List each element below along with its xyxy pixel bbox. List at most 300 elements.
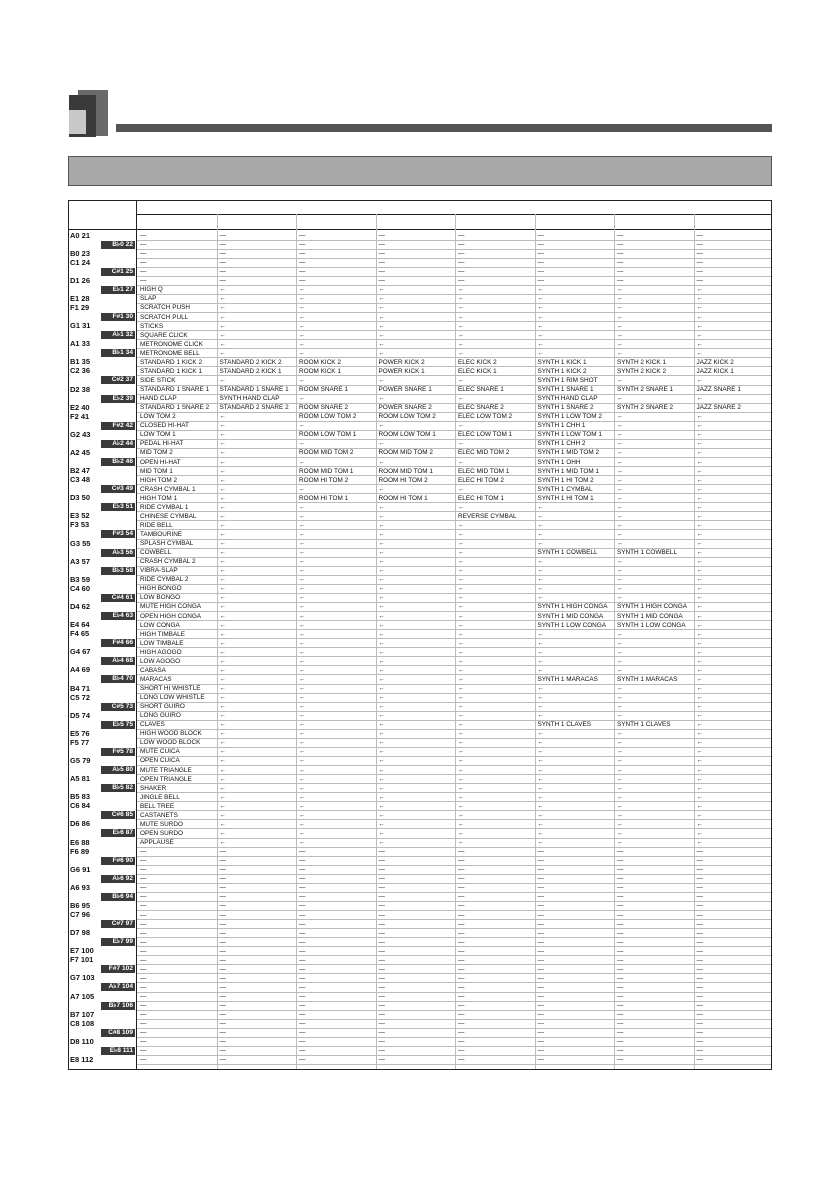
table-cell: —: [219, 259, 226, 267]
table-cell: —: [537, 965, 544, 973]
table-cell: ←: [299, 322, 306, 330]
table-cell: SHORT HI WHISTLE: [140, 685, 201, 692]
table-cell: ←: [219, 766, 226, 774]
table-cell: —: [299, 947, 306, 955]
table-cell: REVERSE CYMBAL: [458, 512, 517, 520]
table-row: [137, 421, 771, 430]
black-key-label: F#1 30: [101, 313, 135, 321]
table-cell: —: [617, 1011, 624, 1019]
table-row: [137, 775, 771, 784]
table-cell: SLAP: [140, 295, 157, 303]
table-cell: —: [378, 268, 385, 276]
table-cell: ←: [458, 521, 465, 529]
table-cell: SYNTH 1 HIGH CONGA: [617, 603, 687, 611]
table-cell: ←: [537, 630, 544, 638]
table-cell: ←: [537, 521, 544, 529]
table-cell: ←: [299, 395, 306, 403]
table-cell: SYNTH 1 CLAVES: [617, 721, 671, 729]
table-cell: —: [537, 866, 544, 874]
table-cell: OPEN HI-HAT: [140, 458, 181, 466]
table-cell: ←: [537, 775, 544, 783]
table-cell: ←: [219, 313, 226, 321]
table-cell: —: [696, 1029, 703, 1037]
table-cell: ←: [378, 349, 385, 357]
table-cell: HIGH WOOD BLOCK: [140, 730, 202, 738]
table-cell: —: [299, 268, 306, 276]
table-cell: ELEC SNARE 2: [458, 404, 504, 412]
table-cell: —: [617, 993, 624, 1001]
table-cell: ←: [458, 621, 465, 629]
table-cell: —: [537, 241, 544, 249]
table-cell: STANDARD 1 KICK 1: [140, 367, 203, 375]
table-row: [137, 612, 771, 621]
table-cell: ←: [617, 376, 624, 384]
white-key-label: F5 77: [70, 737, 90, 747]
table-cell: —: [458, 1047, 465, 1055]
table-cell: —: [458, 857, 465, 865]
table-cell: —: [378, 277, 385, 285]
table-cell: —: [219, 232, 226, 239]
table-cell: ←: [219, 839, 226, 847]
table-cell: ←: [537, 829, 544, 837]
table-cell: ←: [219, 376, 226, 384]
table-cell: —: [458, 956, 465, 964]
table-cell: —: [537, 848, 544, 856]
table-cell: —: [537, 875, 544, 883]
white-key-label: B7 107: [70, 1009, 95, 1019]
white-key-label: D8 110: [70, 1036, 94, 1046]
table-cell: —: [696, 993, 703, 1001]
table-row: [137, 1010, 771, 1019]
table-cell: ←: [617, 648, 624, 656]
white-key-label: C5 72: [70, 692, 91, 702]
table-cell: ←: [299, 766, 306, 774]
table-cell: —: [299, 993, 306, 1001]
table-cell: ←: [299, 313, 306, 321]
table-row: [137, 1001, 771, 1010]
table-cell: —: [696, 947, 703, 955]
table-row: [137, 521, 771, 530]
table-row: [137, 738, 771, 747]
table-cell: —: [696, 848, 703, 856]
white-key-label: G3 55: [70, 538, 91, 548]
table-cell: SYNTH HAND CLAP: [219, 395, 280, 403]
table-cell: —: [696, 1038, 703, 1046]
table-cell: —: [458, 241, 465, 249]
table-cell: SYNTH 1 SNARE 2: [537, 404, 594, 412]
table-cell: ←: [219, 648, 226, 656]
table-cell: ←: [378, 839, 385, 847]
table-cell: ←: [219, 286, 226, 294]
table-cell: ←: [299, 757, 306, 765]
table-row: [137, 856, 771, 865]
table-cell: —: [299, 1047, 306, 1055]
table-row: [137, 766, 771, 775]
black-key-label: E♭6 87: [101, 829, 135, 837]
table-cell: —: [140, 875, 147, 883]
table-cell: ←: [299, 820, 306, 828]
table-cell: ←: [378, 485, 385, 493]
table-cell: LONG LOW WHISTLE: [140, 694, 205, 702]
table-cell: ←: [299, 666, 306, 674]
table-cell: —: [219, 250, 226, 258]
table-cell: ←: [696, 657, 703, 665]
table-cell: ←: [696, 748, 703, 756]
table-cell: SYNTH 1 LOW TOM 1: [537, 431, 602, 439]
table-cell: MUTE SURDO: [140, 820, 183, 828]
table-cell: —: [617, 232, 624, 239]
table-cell: ←: [219, 422, 226, 430]
table-cell: ←: [378, 530, 385, 538]
table-cell: ←: [537, 811, 544, 819]
white-key-label: A7 105: [70, 991, 95, 1001]
table-cell: —: [537, 929, 544, 937]
table-row: [137, 892, 771, 901]
table-cell: —: [299, 1011, 306, 1019]
table-cell: ←: [378, 775, 385, 783]
table-cell: —: [140, 902, 147, 910]
table-cell: ←: [458, 567, 465, 575]
table-cell: ←: [458, 422, 465, 430]
table-cell: —: [696, 875, 703, 883]
table-cell: ←: [219, 567, 226, 575]
table-cell: ←: [458, 549, 465, 557]
white-key-label: D1 26: [70, 275, 91, 285]
table-cell: —: [696, 1011, 703, 1019]
table-cell: SCRATCH PULL: [140, 313, 189, 321]
table-cell: —: [458, 965, 465, 973]
table-cell: —: [299, 1020, 306, 1028]
table-cell: SIDE STICK: [140, 376, 176, 384]
table-cell: ←: [617, 449, 624, 457]
table-cell: ←: [378, 585, 385, 593]
table-cell: LOW TOM 2: [140, 413, 176, 421]
table-cell: ←: [617, 712, 624, 720]
table-cell: —: [219, 929, 226, 937]
table-cell: ←: [617, 503, 624, 511]
table-cell: —: [299, 965, 306, 973]
table-cell: ←: [299, 657, 306, 665]
table-cell: —: [696, 857, 703, 865]
table-row: [137, 448, 771, 457]
table-cell: ←: [219, 730, 226, 738]
table-cell: ←: [458, 331, 465, 339]
table-cell: ←: [378, 376, 385, 384]
table-cell: ←: [378, 666, 385, 674]
table-row: [137, 802, 771, 811]
table-cell: ←: [299, 839, 306, 847]
table-cell: —: [140, 857, 147, 865]
table-cell: BELL TREE: [140, 802, 175, 810]
table-cell: —: [458, 259, 465, 267]
table-cell: VIBRA-SLAP: [140, 567, 178, 575]
table-cell: ←: [299, 694, 306, 702]
table-cell: ←: [378, 304, 385, 312]
table-row: [137, 539, 771, 548]
table-cell: JINGLE BELL: [140, 793, 180, 801]
table-cell: —: [617, 1029, 624, 1037]
table-cell: CHINESE CYMBAL: [140, 512, 197, 520]
table-cell: —: [219, 241, 226, 249]
table-cell: ←: [537, 730, 544, 738]
table-cell: —: [537, 250, 544, 258]
table-cell: ←: [299, 730, 306, 738]
table-row: [137, 648, 771, 657]
table-cell: —: [617, 875, 624, 883]
table-cell: ←: [378, 730, 385, 738]
table-cell: ROOM HI TOM 2: [378, 476, 428, 484]
table-cell: —: [537, 911, 544, 919]
table-cell: LOW BONGO: [140, 594, 181, 602]
table-cell: —: [299, 866, 306, 874]
table-cell: ←: [696, 549, 703, 557]
table-cell: —: [537, 1038, 544, 1046]
table-cell: ←: [219, 485, 226, 493]
table-cell: CLOSED HI-HAT: [140, 422, 189, 430]
table-cell: —: [537, 920, 544, 928]
table-row: [137, 430, 771, 439]
header-rule: [116, 124, 772, 132]
table-cell: SYNTH 1 MID TOM 2: [537, 449, 600, 457]
white-key-label: F6 89: [70, 846, 90, 856]
header-bottom-divider: [69, 229, 771, 230]
table-cell: —: [219, 1011, 226, 1019]
table-cell: CABASA: [140, 666, 166, 674]
table-cell: —: [696, 232, 703, 239]
table-cell: ←: [378, 757, 385, 765]
table-cell: —: [378, 947, 385, 955]
table-cell: ←: [378, 802, 385, 810]
table-cell: ←: [537, 512, 544, 520]
table-cell: ←: [299, 703, 306, 711]
table-row: [137, 947, 771, 956]
table-cell: MARACAS: [140, 675, 172, 683]
table-cell: ELEC LOW TOM 2: [458, 413, 513, 421]
table-cell: ←: [378, 639, 385, 647]
table-cell: PEDAL HI-HAT: [140, 440, 184, 448]
table-cell: —: [617, 268, 624, 276]
table-cell: HIGH Q: [140, 286, 163, 294]
table-cell: CRASH CYMBAL 2: [140, 558, 196, 566]
table-cell: —: [140, 866, 147, 874]
table-cell: —: [299, 920, 306, 928]
table-row: [137, 512, 771, 521]
table-cell: ←: [299, 576, 306, 584]
table-cell: ←: [537, 503, 544, 511]
table-cell: ←: [219, 630, 226, 638]
table-cell: ←: [299, 639, 306, 647]
table-cell: ←: [458, 675, 465, 683]
table-cell: ←: [458, 376, 465, 384]
table-cell: —: [378, 259, 385, 267]
table-cell: —: [617, 1002, 624, 1010]
table-cell: ELEC KICK 1: [458, 367, 497, 375]
table-cell: —: [140, 232, 147, 239]
black-key-label: E♭2 39: [101, 395, 135, 403]
table-cell: —: [617, 929, 624, 937]
section-banner: [68, 156, 772, 186]
table-row: [137, 267, 771, 276]
table-cell: SYNTH 1 MID TOM 1: [537, 467, 600, 475]
table-cell: —: [378, 983, 385, 991]
table-cell: —: [458, 232, 465, 239]
table-cell: ←: [617, 585, 624, 593]
table-cell: ←: [537, 666, 544, 674]
table-cell: ROOM KICK 2: [299, 358, 341, 366]
table-cell: SYNTH 1 RIM SHOT: [537, 376, 598, 384]
table-cell: ←: [219, 349, 226, 357]
table-cell: ←: [617, 558, 624, 566]
table-cell: ←: [537, 793, 544, 801]
table-cell: RIDE CYMBAL 2: [140, 576, 189, 584]
table-cell: ←: [617, 657, 624, 665]
table-cell: ←: [617, 639, 624, 647]
table-cell: ←: [537, 648, 544, 656]
table-cell: ←: [378, 322, 385, 330]
table-cell: ←: [537, 567, 544, 575]
table-cell: ←: [299, 802, 306, 810]
black-key-label: B♭5 82: [101, 784, 135, 792]
table-cell: —: [537, 232, 544, 239]
table-cell: ←: [696, 458, 703, 466]
table-cell: ←: [696, 540, 703, 548]
black-key-label: B♭7 106: [101, 1002, 135, 1010]
table-cell: ←: [299, 739, 306, 747]
table-cell: —: [299, 250, 306, 258]
white-key-label: D6 86: [70, 819, 91, 829]
white-key-label: E6 88: [70, 837, 90, 847]
table-cell: ←: [696, 449, 703, 457]
table-cell: —: [378, 884, 385, 892]
table-cell: ←: [617, 811, 624, 819]
table-row: [137, 983, 771, 992]
black-key-label: C#6 85: [101, 811, 135, 819]
black-key-label: B♭4 70: [101, 675, 135, 683]
table-cell: METRONOME CLICK: [140, 340, 203, 348]
table-cell: ←: [617, 739, 624, 747]
table-cell: —: [219, 1047, 226, 1055]
table-cell: ←: [378, 512, 385, 520]
table-cell: POWER KICK 2: [378, 358, 425, 366]
table-cell: MID TOM 1: [140, 467, 173, 475]
table-cell: ←: [458, 721, 465, 729]
table-cell: ←: [458, 612, 465, 620]
table-cell: ←: [617, 802, 624, 810]
table-cell: ←: [219, 829, 226, 837]
table-cell: SYNTH 1 HI TOM 2: [537, 476, 594, 484]
table-cell: ←: [219, 748, 226, 756]
table-cell: ROOM MID TOM 1: [378, 467, 433, 475]
table-cell: ←: [696, 503, 703, 511]
table-cell: ←: [219, 449, 226, 457]
table-cell: SHAKER: [140, 784, 167, 792]
table-cell: —: [219, 875, 226, 883]
white-key-label: F4 65: [70, 629, 90, 639]
table-cell: ←: [378, 458, 385, 466]
table-cell: TAMBOURINE: [140, 530, 183, 538]
table-cell: ←: [299, 549, 306, 557]
table-cell: —: [219, 893, 226, 901]
table-cell: ←: [219, 639, 226, 647]
table-cell: —: [140, 965, 147, 973]
table-cell: ←: [537, 712, 544, 720]
white-key-label: C7 96: [70, 910, 91, 919]
table-row: [137, 285, 771, 294]
table-cell: ←: [458, 793, 465, 801]
table-cell: —: [537, 947, 544, 955]
table-cell: ←: [696, 376, 703, 384]
table-cell: —: [458, 884, 465, 892]
table-cell: APPLAUSE: [140, 839, 174, 847]
table-cell: —: [299, 938, 306, 946]
table-cell: —: [140, 1011, 147, 1019]
table-cell: ←: [537, 757, 544, 765]
table-row: [137, 784, 771, 793]
table-cell: ←: [537, 739, 544, 747]
table-cell: —: [299, 956, 306, 964]
table-cell: ←: [696, 467, 703, 475]
white-key-label: E2 40: [70, 402, 90, 412]
white-key-label: E7 100: [70, 946, 94, 956]
table-row: [137, 394, 771, 403]
table-cell: ←: [458, 648, 465, 656]
table-cell: —: [696, 259, 703, 267]
white-key-label: D3 50: [70, 493, 91, 503]
table-cell: ←: [299, 558, 306, 566]
table-cell: ←: [219, 304, 226, 312]
table-cell: MUTE TRIANGLE: [140, 766, 192, 774]
table-cell: —: [617, 1056, 624, 1064]
table-cell: ←: [537, 540, 544, 548]
table-row: [137, 693, 771, 702]
white-key-label: F7 101: [70, 955, 94, 965]
table-cell: —: [140, 1038, 147, 1046]
table-cell: ←: [696, 730, 703, 738]
table-cell: ←: [378, 675, 385, 683]
table-row: [137, 593, 771, 602]
table-cell: ←: [696, 694, 703, 702]
table-row: [137, 711, 771, 720]
white-key-label: B3 59: [70, 574, 91, 584]
table-row: [137, 756, 771, 765]
black-key-label: F#5 78: [101, 748, 135, 756]
table-cell: ELEC MID TOM 2: [458, 449, 510, 457]
table-cell: —: [537, 983, 544, 991]
table-cell: SYNTH 1 LOW CONGA: [617, 621, 686, 629]
table-cell: SYNTH 1 KICK 1: [537, 358, 587, 366]
table-cell: ←: [458, 748, 465, 756]
table-cell: —: [299, 893, 306, 901]
table-cell: ←: [696, 340, 703, 348]
table-cell: SYNTH 1 OHH: [537, 458, 581, 466]
table-cell: ←: [617, 322, 624, 330]
table-cell: ←: [696, 757, 703, 765]
table-cell: ←: [458, 313, 465, 321]
table-cell: —: [219, 902, 226, 910]
corner-decoration-light: [69, 110, 86, 134]
table-cell: ←: [299, 594, 306, 602]
table-cell: ←: [696, 530, 703, 538]
table-cell: LOW AGOGO: [140, 657, 181, 665]
table-cell: ←: [219, 621, 226, 629]
table-cell: —: [537, 956, 544, 964]
table-cell: STANDARD 1 SNARE 1: [219, 386, 289, 394]
table-row: [137, 331, 771, 340]
table-cell: —: [140, 241, 147, 249]
table-cell: ←: [617, 748, 624, 756]
table-row: [137, 231, 771, 240]
table-cell: ←: [617, 576, 624, 584]
